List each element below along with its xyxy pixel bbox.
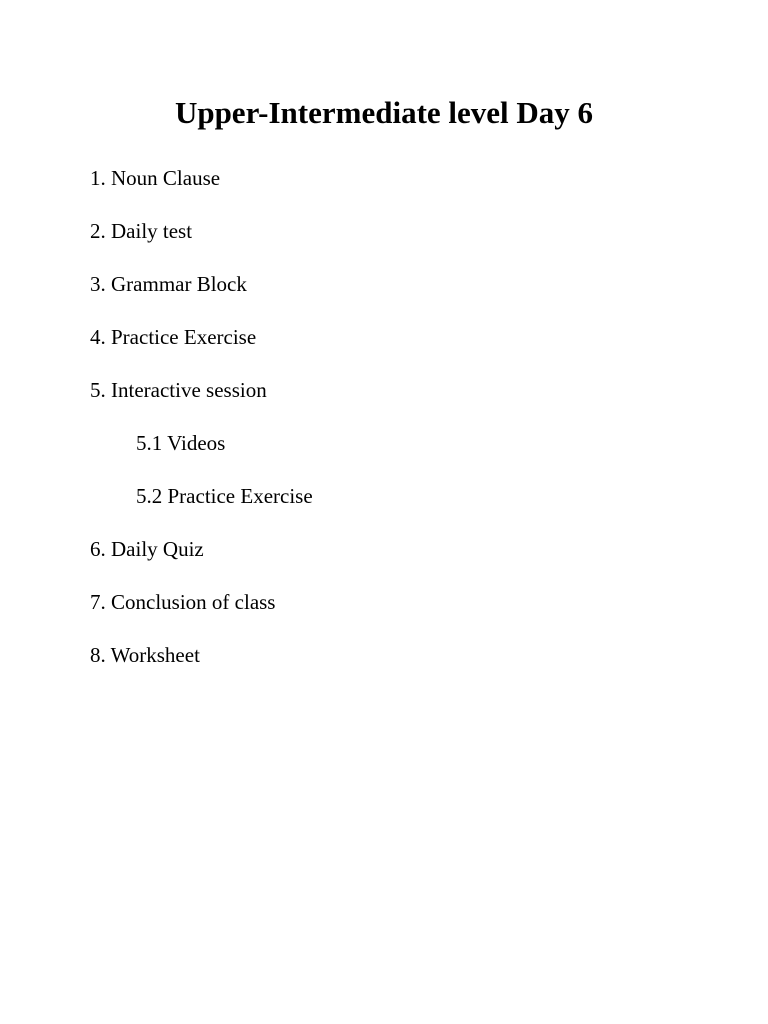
outline-subitem-practice-exercise: 5.2 Practice Exercise: [136, 484, 313, 508]
page-title: Upper-Intermediate level Day 6: [174, 95, 594, 130]
outline-subitem-videos: 5.1 Videos: [136, 431, 226, 455]
outline-item-practice-exercise: 4. Practice Exercise: [90, 325, 257, 349]
outline-item-daily-quiz: 6. Daily Quiz: [90, 537, 204, 561]
outline-item-conclusion-of-class: 7. Conclusion of class: [90, 590, 276, 614]
outline-item-interactive-session: 5. Interactive session: [90, 378, 267, 402]
outline-item-noun-clause: 1. Noun Clause: [90, 166, 221, 190]
outline-item-worksheet: 8. Worksheet: [90, 643, 200, 667]
outline-item-daily-test: 2. Daily test: [90, 219, 193, 243]
lesson-outline: [90, 163, 313, 693]
outline-item-grammar-block: 3. Grammar Block: [90, 272, 247, 296]
